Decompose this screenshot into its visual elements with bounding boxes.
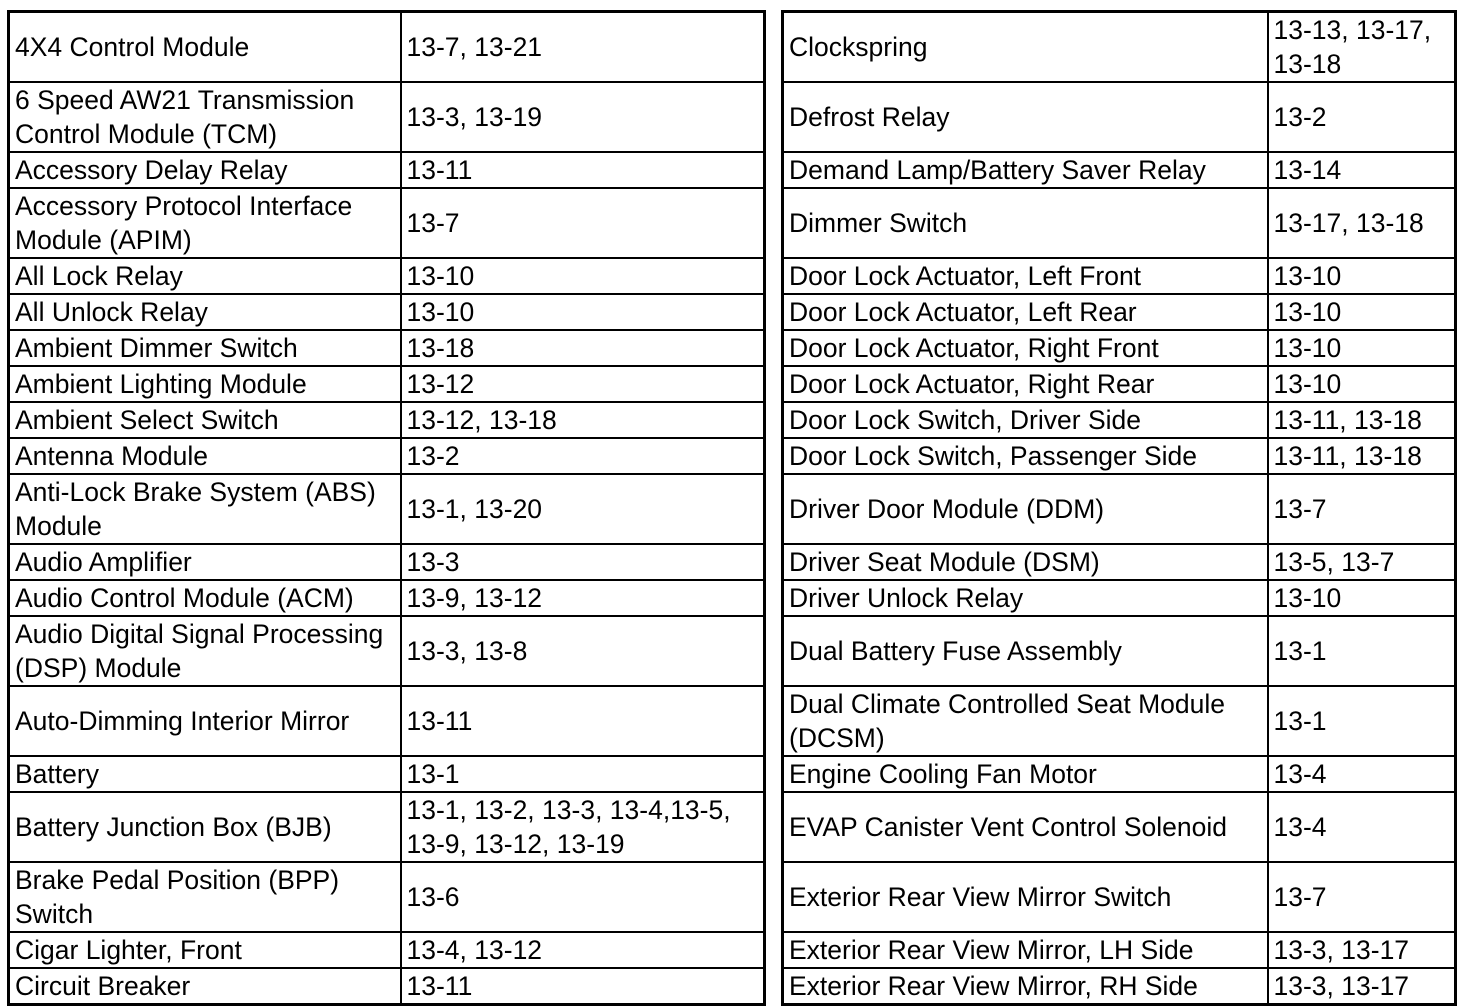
page-reference-cell: 13-1 [401, 756, 765, 792]
table-row [783, 366, 1456, 402]
page-reference-cell: 13-9, 13-12 [401, 580, 765, 616]
table-row [783, 82, 1456, 152]
component-name-cell: Dimmer Switch [783, 188, 1268, 258]
page-reference-cell: 13-7 [1268, 862, 1456, 932]
table-row [9, 580, 765, 616]
component-name-cell: All Unlock Relay [9, 294, 401, 330]
table-row [783, 12, 1456, 83]
component-name-cell: Door Lock Actuator, Left Front [783, 258, 1268, 294]
table-row [9, 188, 765, 258]
component-name-cell: Antenna Module [9, 438, 401, 474]
table-row [9, 616, 765, 686]
page-reference-cell: 13-3, 13-19 [401, 82, 765, 152]
page-reference-cell: 13-10 [401, 258, 765, 294]
component-name-cell: 6 Speed AW21 Transmission Control Module (TCM) [9, 82, 401, 152]
page-reference-cell: 13-10 [1268, 258, 1456, 294]
component-name-cell: Door Lock Switch, Driver Side [783, 402, 1268, 438]
component-name-cell: Dual Climate Controlled Seat Module (DCSM) [783, 686, 1268, 756]
table-row [9, 366, 765, 402]
table-row [9, 792, 765, 862]
component-name-cell: Brake Pedal Position (BPP) Switch [9, 862, 401, 932]
page-reference-cell: 13-11, 13-18 [1268, 402, 1456, 438]
page-reference-cell: 13-1 [1268, 686, 1456, 756]
component-name-cell: Cigar Lighter, Front [9, 932, 401, 968]
table-row [783, 544, 1456, 580]
page-reference-cell: 13-10 [1268, 580, 1456, 616]
table-row [9, 756, 765, 792]
table-row [783, 686, 1456, 756]
page-reference-cell: 13-7 [401, 188, 765, 258]
table-row [783, 438, 1456, 474]
component-name-cell: Engine Cooling Fan Motor [783, 756, 1268, 792]
table-row [9, 82, 765, 152]
page-reference-cell: 13-7 [1268, 474, 1456, 544]
page-reference-cell: 13-10 [1268, 330, 1456, 366]
component-name-cell: Demand Lamp/Battery Saver Relay [783, 152, 1268, 188]
table-row [783, 258, 1456, 294]
table-row [9, 932, 765, 968]
component-name-cell: Door Lock Actuator, Left Rear [783, 294, 1268, 330]
table-row [783, 580, 1456, 616]
component-name-cell: Door Lock Actuator, Right Rear [783, 366, 1268, 402]
page-reference-cell: 13-12, 13-18 [401, 402, 765, 438]
page-reference-cell: 13-17, 13-18 [1268, 188, 1456, 258]
table-row [783, 616, 1456, 686]
component-name-cell: 4X4 Control Module [9, 12, 401, 82]
component-name-cell: All Lock Relay [9, 258, 401, 294]
table-row [9, 544, 765, 580]
component-name-cell: Ambient Lighting Module [9, 366, 401, 402]
table-row [9, 258, 765, 294]
page-reference-cell: 13-4, 13-12 [401, 932, 765, 968]
page-reference-cell: 13-4 [1268, 792, 1456, 862]
component-name-cell: Driver Unlock Relay [783, 580, 1268, 616]
table-row [783, 294, 1456, 330]
table-row [783, 474, 1456, 544]
table-row [783, 932, 1456, 968]
table-row [783, 152, 1456, 188]
page-reference-cell: 13-1, 13-20 [401, 474, 765, 544]
page-reference-cell: 13-3, 13-8 [401, 616, 765, 686]
page-reference-cell: 13-11 [401, 968, 765, 1005]
table-row [9, 152, 765, 188]
component-name-cell: Driver Seat Module (DSM) [783, 544, 1268, 580]
page-reference-cell: 13-7, 13-21 [401, 12, 765, 82]
table-row [9, 12, 765, 82]
page-reference-cell: 13-1, 13-2, 13-3, 13-4,13-5, 13-9, 13-12, 13-19 [401, 792, 765, 862]
table-row [9, 968, 765, 1005]
page-reference-cell: 13-10 [1268, 366, 1456, 402]
page-reference-cell: 13-12 [401, 366, 765, 402]
component-name-cell: Driver Door Module (DDM) [783, 474, 1268, 544]
page-reference-cell: 13-11 [401, 152, 765, 188]
table-row [9, 294, 765, 330]
column-separator [763, 10, 781, 990]
component-name-cell: Exterior Rear View Mirror Switch [783, 862, 1268, 932]
component-name-cell: Ambient Select Switch [9, 402, 401, 438]
table-row [9, 474, 765, 544]
component-name-cell: EVAP Canister Vent Control Solenoid [783, 792, 1268, 862]
page-reference-cell: 13-11, 13-18 [1268, 438, 1456, 474]
page-reference-cell: 13-10 [1268, 294, 1456, 330]
page-reference-cell: 13-18 [401, 330, 765, 366]
component-name-cell: Audio Control Module (ACM) [9, 580, 401, 616]
page-reference-cell: 13-5, 13-7 [1268, 544, 1456, 580]
component-name-cell: Defrost Relay [783, 82, 1268, 152]
page-reference-cell: 13-3, 13-17 [1268, 932, 1456, 968]
table-row [9, 330, 765, 366]
component-name-cell: Clockspring [783, 12, 1268, 83]
component-name-cell: Auto-Dimming Interior Mirror [9, 686, 401, 756]
page-reference-cell: 13-1 [1268, 616, 1456, 686]
component-name-cell: Circuit Breaker [9, 968, 401, 1005]
table-row [9, 402, 765, 438]
page-reference-cell: 13-4 [1268, 756, 1456, 792]
table-row [783, 330, 1456, 366]
component-index-table-right [781, 10, 1457, 1006]
component-index-table-left [7, 10, 766, 1006]
table-row [9, 438, 765, 474]
page-reference-cell: 13-11 [401, 686, 765, 756]
component-name-cell: Door Lock Actuator, Right Front [783, 330, 1268, 366]
table-row [783, 402, 1456, 438]
component-name-cell: Audio Digital Signal Processing (DSP) Module [9, 616, 401, 686]
page-reference-cell: 13-3 [401, 544, 765, 580]
page-reference-cell: 13-2 [1268, 82, 1456, 152]
component-name-cell: Door Lock Switch, Passenger Side [783, 438, 1268, 474]
component-name-cell: Ambient Dimmer Switch [9, 330, 401, 366]
page-reference-cell: 13-10 [401, 294, 765, 330]
component-name-cell: Exterior Rear View Mirror, LH Side [783, 932, 1268, 968]
component-name-cell: Audio Amplifier [9, 544, 401, 580]
table-row [9, 862, 765, 932]
table-row [783, 968, 1456, 1005]
table-row [783, 188, 1456, 258]
page-reference-cell: 13-2 [401, 438, 765, 474]
page-reference-cell: 13-13, 13-17, 13-18 [1268, 12, 1456, 83]
component-name-cell: Accessory Delay Relay [9, 152, 401, 188]
component-name-cell: Accessory Protocol Interface Module (APIM) [9, 188, 401, 258]
component-name-cell: Dual Battery Fuse Assembly [783, 616, 1268, 686]
page-reference-cell: 13-6 [401, 862, 765, 932]
component-name-cell: Battery [9, 756, 401, 792]
page-reference-cell: 13-14 [1268, 152, 1456, 188]
component-name-cell: Battery Junction Box (BJB) [9, 792, 401, 862]
component-name-cell: Exterior Rear View Mirror, RH Side [783, 968, 1268, 1005]
component-name-cell: Anti-Lock Brake System (ABS) Module [9, 474, 401, 544]
table-row [9, 686, 765, 756]
table-row [783, 756, 1456, 792]
table-row [783, 792, 1456, 862]
page-reference-cell: 13-3, 13-17 [1268, 968, 1456, 1005]
table-row [783, 862, 1456, 932]
